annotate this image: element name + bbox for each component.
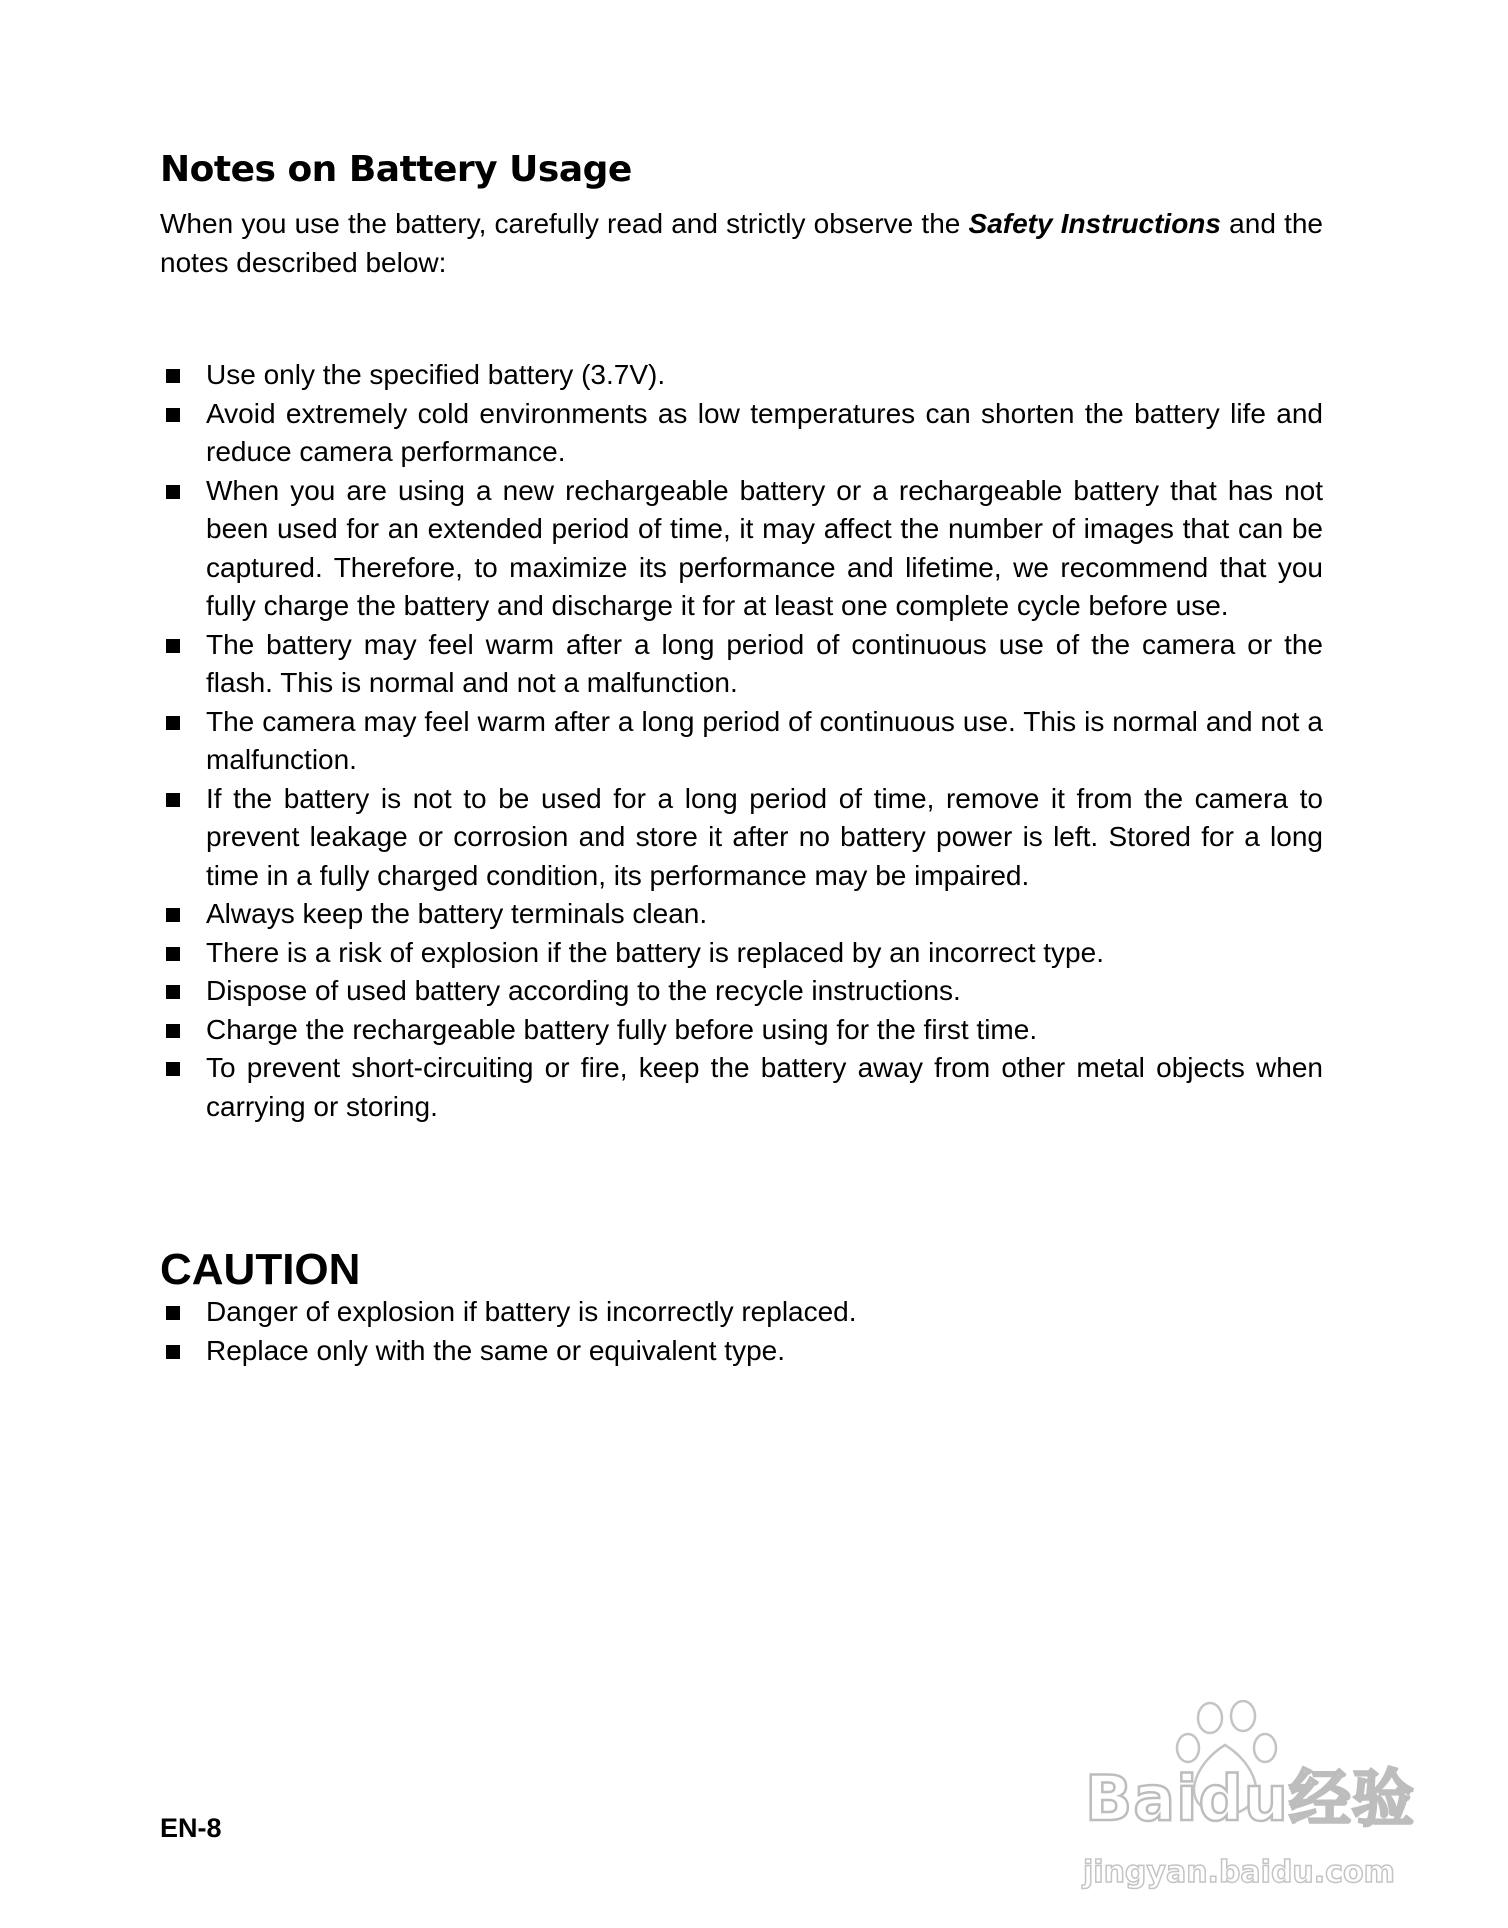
caution-heading: CAUTION: [160, 1245, 361, 1294]
caution-list: [160, 1293, 1323, 1370]
list-item-text: To prevent short-circuiting or fire, keep the battery away from other metal objects when carrying or storing.: [206, 1052, 1323, 1122]
list-item: [160, 1293, 1323, 1332]
square-bullet-icon: [166, 908, 180, 922]
list-item: [160, 395, 1323, 472]
intro-paragraph: [160, 205, 1323, 282]
square-bullet-icon: [166, 1345, 180, 1359]
square-bullet-icon: [166, 1062, 180, 1076]
baidu-watermark-logo: [1075, 1700, 1435, 1900]
list-item: [160, 972, 1323, 1011]
list-item: [160, 356, 1323, 395]
list-item-text: Danger of explosion if battery is incorrectly replaced.: [206, 1296, 857, 1327]
watermark-brand-text: Baidu经验: [1085, 1762, 1415, 1835]
list-item-text: Dispose of used battery according to the recycle instructions.: [206, 975, 961, 1006]
safety-instructions-emphasis: Safety Instructions: [968, 208, 1221, 239]
list-item: [160, 1011, 1323, 1050]
list-item: [160, 703, 1323, 780]
square-bullet-icon: [166, 1306, 180, 1320]
square-bullet-icon: [166, 1024, 180, 1038]
intro-text-before: When you use the battery, carefully read and strictly observe the: [160, 208, 969, 239]
list-item-text: There is a risk of explosion if the battery is replaced by an incorrect type.: [206, 936, 1104, 968]
intro-text-after: and the notes described below:: [160, 208, 1324, 278]
square-bullet-icon: [166, 639, 180, 653]
list-item-text: Charge the rechargeable battery fully before using for the first time.: [206, 1013, 1038, 1045]
list-item-text: Always keep the battery terminals clean.: [206, 898, 708, 929]
list-item: [160, 626, 1323, 703]
list-item: [160, 934, 1323, 973]
square-bullet-icon: [166, 985, 180, 999]
list-item-text: Replace only with the same or equivalent type.: [206, 1334, 785, 1366]
list-item: [160, 472, 1323, 626]
square-bullet-icon: [166, 947, 180, 961]
square-bullet-icon: [166, 369, 180, 383]
square-bullet-icon: [166, 716, 180, 730]
list-item: [160, 895, 1323, 934]
list-item: [160, 1049, 1323, 1126]
square-bullet-icon: [166, 408, 180, 422]
list-item-text: If the battery is not to be used for a long period of time, remove it from the camera to prevent leakage or corrosion and store it after no battery power is left. Stored for a long time in a fully charged condition, its performance may be impaired.: [206, 782, 1323, 891]
list-item-text: The camera may feel warm after a long period of continuous use. This is normal and not a malfunction.: [206, 705, 1323, 775]
list-item-text: Avoid extremely cold environments as low temperatures can shorten the battery life and reduce camera performance.: [206, 397, 1323, 467]
list-item: [160, 1332, 1323, 1371]
section-title: Notes on Battery Usage: [160, 149, 632, 190]
square-bullet-icon: [166, 793, 180, 807]
list-item-text: The battery may feel warm after a long period of continuous use of the camera or the flash. This is normal and not a malfunction.: [206, 628, 1323, 698]
list-item-text: When you are using a new rechargeable battery or a rechargeable battery that has not been used for an extended period of time, it may affect the number of images that can be captured. Therefore, to maximize its performance and lifetime, we recommend that you fully charge the battery and discharge it for at least one complete cycle before use.: [206, 474, 1323, 621]
square-bullet-icon: [166, 485, 180, 499]
list-item: [160, 780, 1323, 896]
page-number: EN-8: [160, 1813, 222, 1843]
watermark-url-text: jingyan.baidu.com: [1083, 1855, 1395, 1890]
battery-notes-list: [160, 356, 1323, 1126]
list-item-text: Use only the specified battery (3.7V).: [206, 359, 666, 390]
